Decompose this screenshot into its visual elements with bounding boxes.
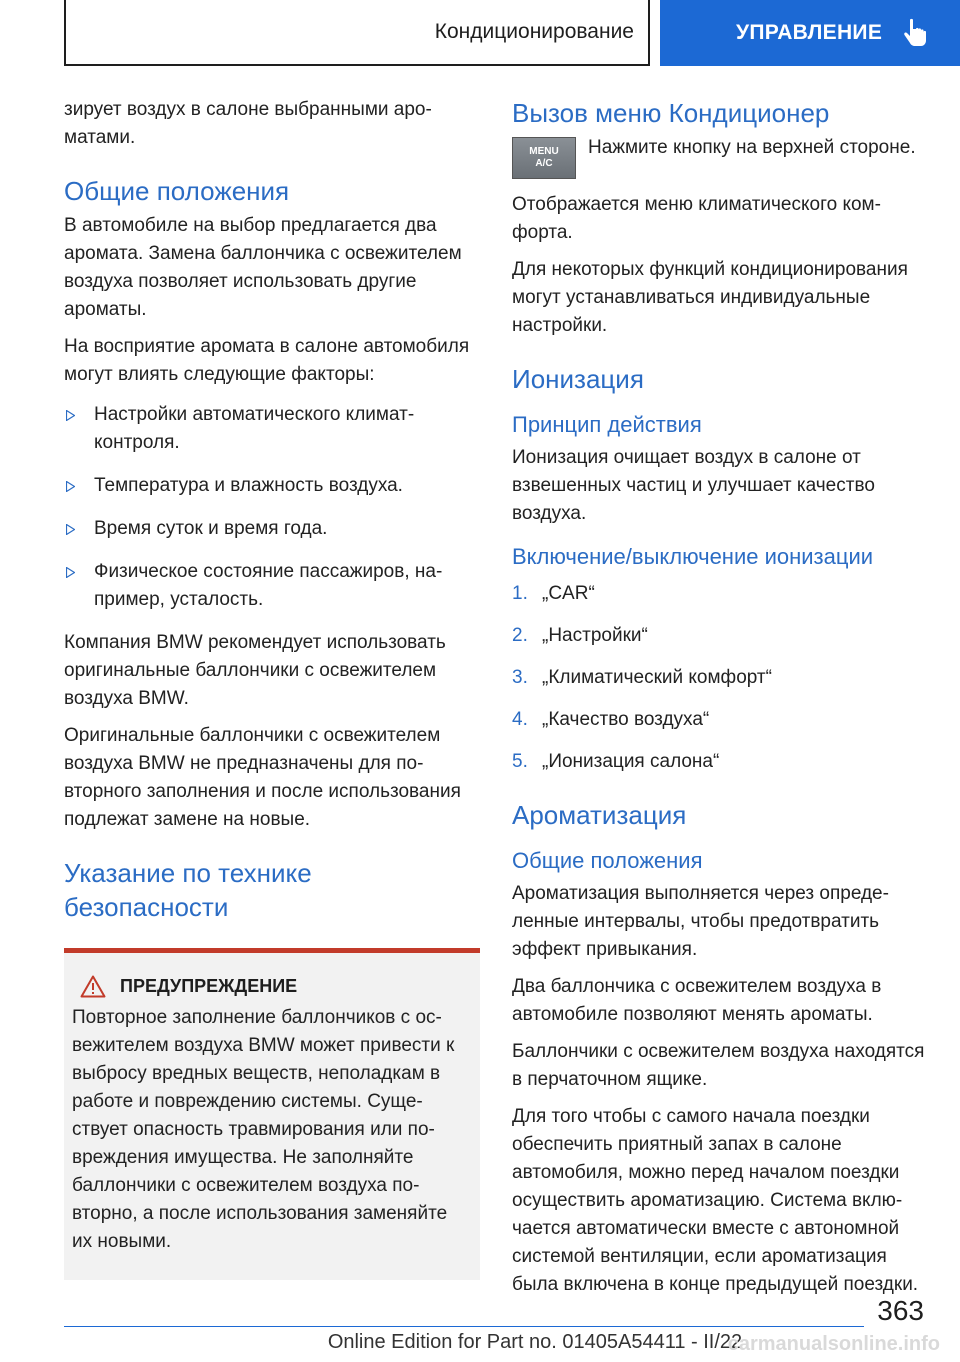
warning-title: ПРЕДУПРЕЖДЕНИЕ — [120, 976, 298, 996]
aroma-paragraph-3: Баллончики с освежителем воздуха находятся в перчаточном ящике. — [512, 1041, 925, 1090]
list-item: 5. „Ионизация салона“ — [512, 751, 720, 772]
general-paragraph-1: В автомобиле на выбор предлагается два аромата. Замена баллончика с освежителем воздуха позволяет использовать другие ароматы. — [64, 215, 462, 320]
list-item: Настройки автоматического климат-контроля. — [64, 401, 482, 457]
bullet-triangle-icon — [66, 567, 75, 578]
footer-divider — [64, 1326, 864, 1327]
general-paragraph-3: Компания BMW рекомендует использовать оригинальные баллончики с освежителем воздуха BMW. — [64, 632, 446, 709]
right-column — [512, 96, 932, 1308]
toggle-ionization-heading: Включение/выключение ионизации — [512, 544, 874, 569]
menu-paragraph-1: Отображается меню климатического комфорта. — [512, 194, 881, 243]
principle-text: Ионизация очищает воздух в салоне от взвешенных частиц и улучшает качество воздуха. — [512, 447, 875, 524]
principle-heading: Принцип действия — [512, 412, 702, 437]
list-item: 1. „CAR“ — [512, 583, 595, 604]
list-item: 3. „Климатический комфорт“ — [512, 667, 772, 688]
menu-heading: Вызов меню Кондиционер — [512, 98, 830, 128]
factors-list — [64, 401, 482, 614]
menu-button-line1: MENU — [529, 146, 559, 157]
menu-button-row — [512, 134, 932, 179]
warning-text: Повторное заполнение баллончиков с освежителем воздуха BMW может привести к выбросу вредных веществ, неполадкам в работе и повреждению системы. Существует опасность травмирования или повреждения имущества. Не заполняйте баллончики с освежителем воздуха повторно, а после использования заменяйте их новыми. — [72, 1007, 455, 1252]
warning-triangle-icon — [80, 975, 106, 998]
menu-button-text: Нажмите кнопку на верхней стороне. — [588, 137, 916, 158]
ionization-steps — [512, 580, 932, 776]
menu-paragraph-2: Для некоторых функций кондиционирования могут устанавливаться индивидуальные настройки. — [512, 259, 908, 336]
general-paragraph-4: Оригинальные баллончики с освежителем воздуха BMW не предназначены для повторного заполнения и после использования подлежат замене на новые. — [64, 725, 461, 830]
aroma-general-heading: Общие положения — [512, 848, 703, 873]
general-heading: Общие положения — [64, 176, 290, 206]
left-column — [64, 96, 482, 1280]
bullet-triangle-icon — [66, 410, 75, 421]
edition-text: Online Edition for Part no. 01405A54411 - II/22 — [327, 1331, 743, 1353]
chapter-title: УПРАВЛЕНИЕ — [736, 21, 883, 44]
bullet-triangle-icon — [66, 481, 75, 492]
chapter-tab — [660, 0, 960, 66]
section-title: Кондиционирование — [434, 20, 634, 43]
general-paragraph-2: На восприятие аромата в салоне автомобиля могут влиять следующие факторы: — [64, 336, 470, 385]
watermark: carmanualsonline.info — [727, 1333, 940, 1355]
list-item: Физическое состояние пассажиров, например, усталость. — [64, 558, 482, 614]
list-item: Температура и влажность воздуха. — [64, 472, 482, 500]
aroma-paragraph-2: Два баллончика с освежителем воздуха в автомобиле позволяют менять ароматы. — [512, 976, 882, 1025]
list-item: Время суток и время года. — [64, 515, 482, 543]
aroma-heading: Ароматизация — [512, 800, 687, 830]
warning-box — [64, 948, 480, 1280]
list-item: 4. „Качество воздуха“ — [512, 709, 710, 730]
hand-touch-icon — [902, 18, 928, 48]
intro-paragraph: зирует воздух в салоне выбранными ароматами. — [64, 99, 432, 148]
warning-header — [72, 975, 472, 998]
menu-button-line2: A/C — [535, 158, 553, 169]
aroma-paragraph-4: Для того чтобы с самого начала поездки обеспечить приятный запах в салоне автомобиля, можно перед началом поездки осуществить ароматизацию. Система включается автоматически вместе с автономной системой вентиляции, если ароматизация была включена в конце предыдущей поездки. — [512, 1106, 919, 1295]
list-item: 2. „Настройки“ — [512, 625, 648, 646]
aroma-paragraph-1: Ароматизация выполняется через определенные интервалы, чтобы предотвратить эффект привыкания. — [512, 883, 889, 960]
safety-heading: Указание по технике безопасности — [64, 858, 312, 922]
section-header — [64, 0, 650, 66]
menu-ac-button-icon — [512, 137, 576, 179]
bullet-triangle-icon — [66, 524, 75, 535]
page-number: 363 — [877, 1295, 924, 1326]
ionization-heading: Ионизация — [512, 364, 644, 394]
